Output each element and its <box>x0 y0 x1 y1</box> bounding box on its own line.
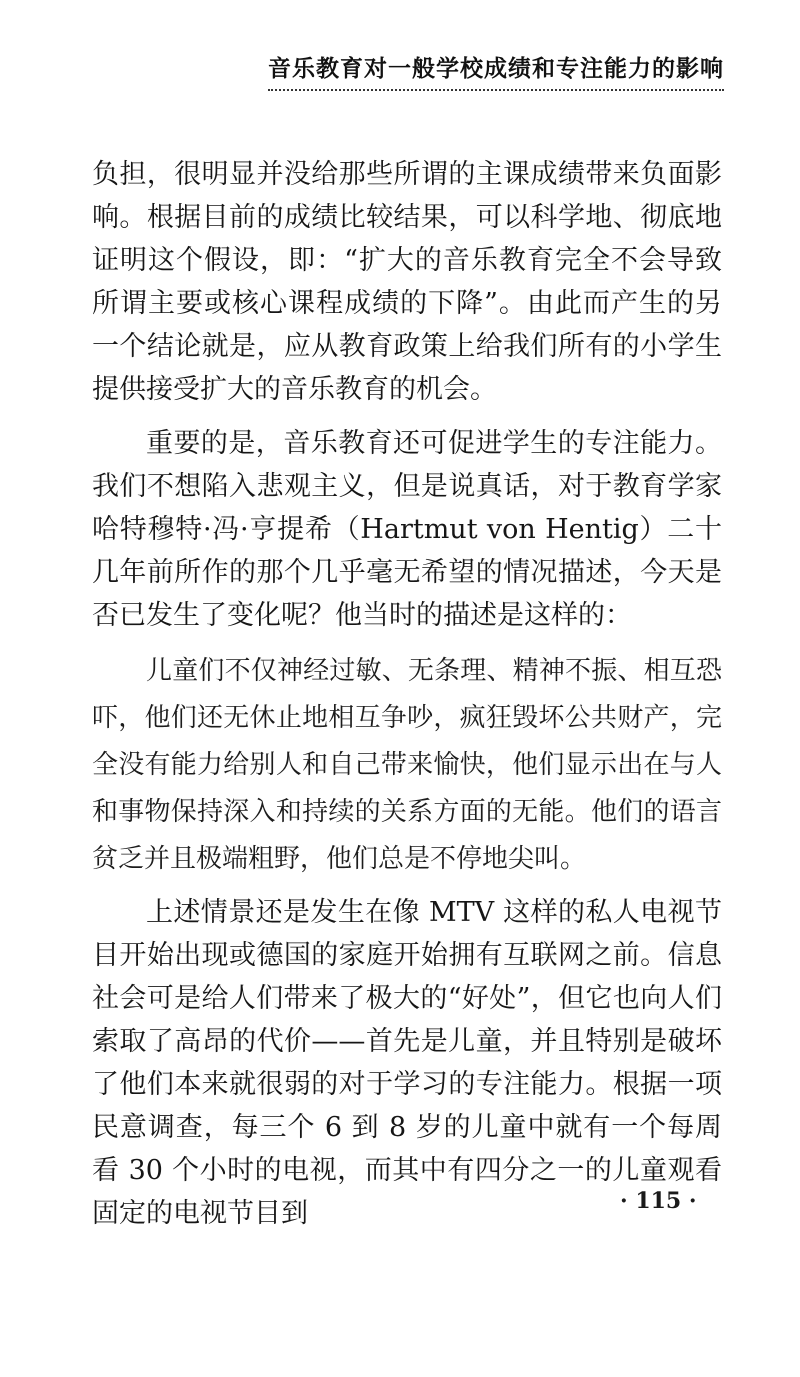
body-paragraph-1 <box>92 153 722 411</box>
header-dotted-rule <box>268 89 724 91</box>
page-number: · 115 · <box>620 1188 697 1214</box>
paragraph-text: 负担，很明显并没给那些所谓的主课成绩带来负面影响。根据目前的成绩比较结果，可以科学地、彻底地证明这个假设，即：“扩大的音乐教育完全不会导致所谓主要或核心课程成绩的下降”。由此而产生的另一个结论就是，应从教育政策上给我们所有的小学生提供接受扩大的音乐教育的机会。 <box>92 159 722 405</box>
block-quote <box>92 648 722 883</box>
body-paragraph-3 <box>92 891 722 1235</box>
running-header-title: 音乐教育对一般学校成绩和专注能力的影响 <box>268 56 724 82</box>
paragraph-text: 上述情景还是发生在像 MTV 这样的私人电视节目开始出现或德国的家庭开始拥有互联网之前。信息社会可是给人们带来了极大的“好处”，但它也向人们索取了高昂的代价——首先是儿童，并且特别是破坏了他们本来就很弱的对于学习的专注能力。根据一项民意调查，每三个 6 到 8 岁的儿童中就有一个每周看 30 个小时的电视，而其中有四分之一的儿童观看固定的电视节目到 <box>92 897 722 1229</box>
paragraph-text: 重要的是，音乐教育还可促进学生的专注能力。我们不想陷入悲观主义，但是说真话，对于教育学家哈特穆特·冯·亨提希（Hartmut von Hentig）二十几年前所作的那个几乎毫无希望的情况描述，今天是否已发生了变化呢？他当时的描述是这样的： <box>92 428 722 631</box>
body-paragraph-2 <box>92 422 722 637</box>
quote-text: 儿童们不仅神经过敏、无条理、精神不振、相互恐吓，他们还无休止地相互争吵，疯狂毁坏公共财产，完全没有能力给别人和自己带来愉快，他们显示出在与人和事物保持深入和持续的关系方面的无能。他们的语言贫乏并且极端粗野，他们总是不停地尖叫。 <box>92 656 722 874</box>
